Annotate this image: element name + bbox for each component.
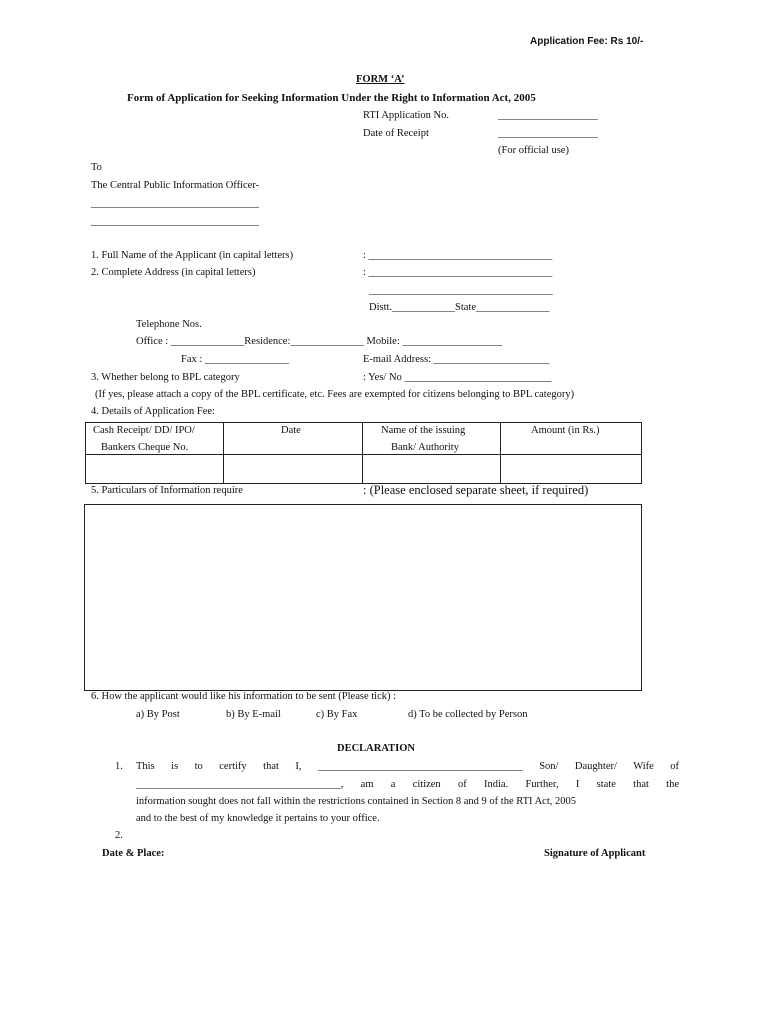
date-of-receipt-label: Date of Receipt [363, 128, 429, 139]
officer-label: The Central Public Information Officer- [91, 180, 260, 191]
bpl-field[interactable]: : Yes/ No ____________________________ [363, 372, 552, 383]
full-name-field[interactable]: : ___________________________________ [363, 250, 553, 261]
fee-receipt-cell[interactable] [86, 455, 223, 483]
fee-date-cell[interactable] [224, 455, 362, 483]
date-place-label: Date & Place: [102, 848, 165, 859]
particulars-note: : (Please enclosed separate sheet, if required) [363, 483, 589, 497]
official-use-note: (For official use) [498, 145, 569, 156]
delivery-label: 6. How the applicant would like his information to be sent (Please tick) : [91, 691, 397, 702]
fax-field[interactable]: Fax : ________________ [181, 354, 289, 365]
fee-details-label: 4. Details of Application Fee: [91, 406, 215, 417]
date-of-receipt-field[interactable]: ___________________ [498, 128, 598, 139]
address-field[interactable]: : ___________________________________ [363, 267, 553, 278]
fee-col-bank-header: Name of the issuing [381, 425, 466, 436]
delivery-option-email[interactable]: b) By E-mail [226, 709, 281, 720]
officer-line-2[interactable]: ________________________________ [91, 216, 259, 227]
address-field-line-2[interactable]: ___________________________________ [369, 285, 553, 296]
fee-col-date-header: Date [281, 425, 301, 436]
declaration-line-1: This is to certify that I, _______________________________________ Son/ Daughter/ Wife of [136, 761, 679, 772]
form-label: FORM ‘A’ [356, 74, 405, 85]
bpl-note: (If yes, please attach a copy of the BPL certificate, etc. Fees are exempted for citizens belonging to BPL category) [95, 389, 575, 400]
declaration-line-2: _______________________________________, am a citizen of India. Further, I state that the [136, 779, 679, 790]
declaration-item-number-2: 2. [115, 830, 123, 841]
delivery-option-post[interactable]: a) By Post [136, 709, 180, 720]
address-label: 2. Complete Address (in capital letters) [91, 267, 256, 278]
delivery-option-collect[interactable]: d) To be collected by Person [408, 709, 528, 720]
application-fee-note: Application Fee: Rs 10/- [530, 36, 644, 47]
declaration-heading: DECLARATION [337, 743, 415, 754]
signature-label: Signature of Applicant [544, 848, 646, 859]
bpl-label: 3. Whether belong to BPL category [91, 372, 240, 383]
full-name-label: 1. Full Name of the Applicant (in capital letters) [91, 250, 294, 261]
declaration-item-number-1: 1. [115, 761, 123, 772]
form-title: Form of Application for Seeking Information Under the Right to Information Act, 2005 [127, 92, 536, 104]
particulars-label: 5. Particulars of Information require [91, 485, 243, 496]
fee-col-bank-header-2: Bank/ Authority [391, 442, 459, 453]
delivery-option-fax[interactable]: c) By Fax [316, 709, 358, 720]
fee-col-receipt-header-2: Bankers Cheque No. [101, 442, 189, 453]
fee-col-amount-header: Amount (in Rs.) [531, 425, 600, 436]
fee-col-receipt-header: Cash Receipt/ DD/ IPO/ [93, 425, 195, 436]
fee-amount-cell[interactable] [501, 455, 641, 483]
office-residence-mobile-field[interactable]: Office : ______________Residence:______________ Mobile: ___________________ [136, 336, 503, 347]
officer-line-1[interactable]: ________________________________ [91, 198, 259, 209]
declaration-line-3: information sought does not fall within the restrictions contained in Section 8 and 9 of the RTI Act, 2005 [136, 796, 577, 807]
email-field[interactable]: E-mail Address: ______________________ [363, 354, 550, 365]
fee-bank-cell[interactable] [363, 455, 500, 483]
to-label: To [91, 162, 102, 173]
telephone-label: Telephone Nos. [136, 319, 202, 330]
declaration-line-4: and to the best of my knowledge it pertains to your office. [136, 813, 380, 824]
distt-state-field[interactable]: Distt.____________State______________ [369, 302, 550, 313]
rti-application-no-field[interactable]: ___________________ [498, 110, 598, 121]
rti-application-no-label: RTI Application No. [363, 110, 449, 121]
particulars-box[interactable] [84, 504, 642, 691]
